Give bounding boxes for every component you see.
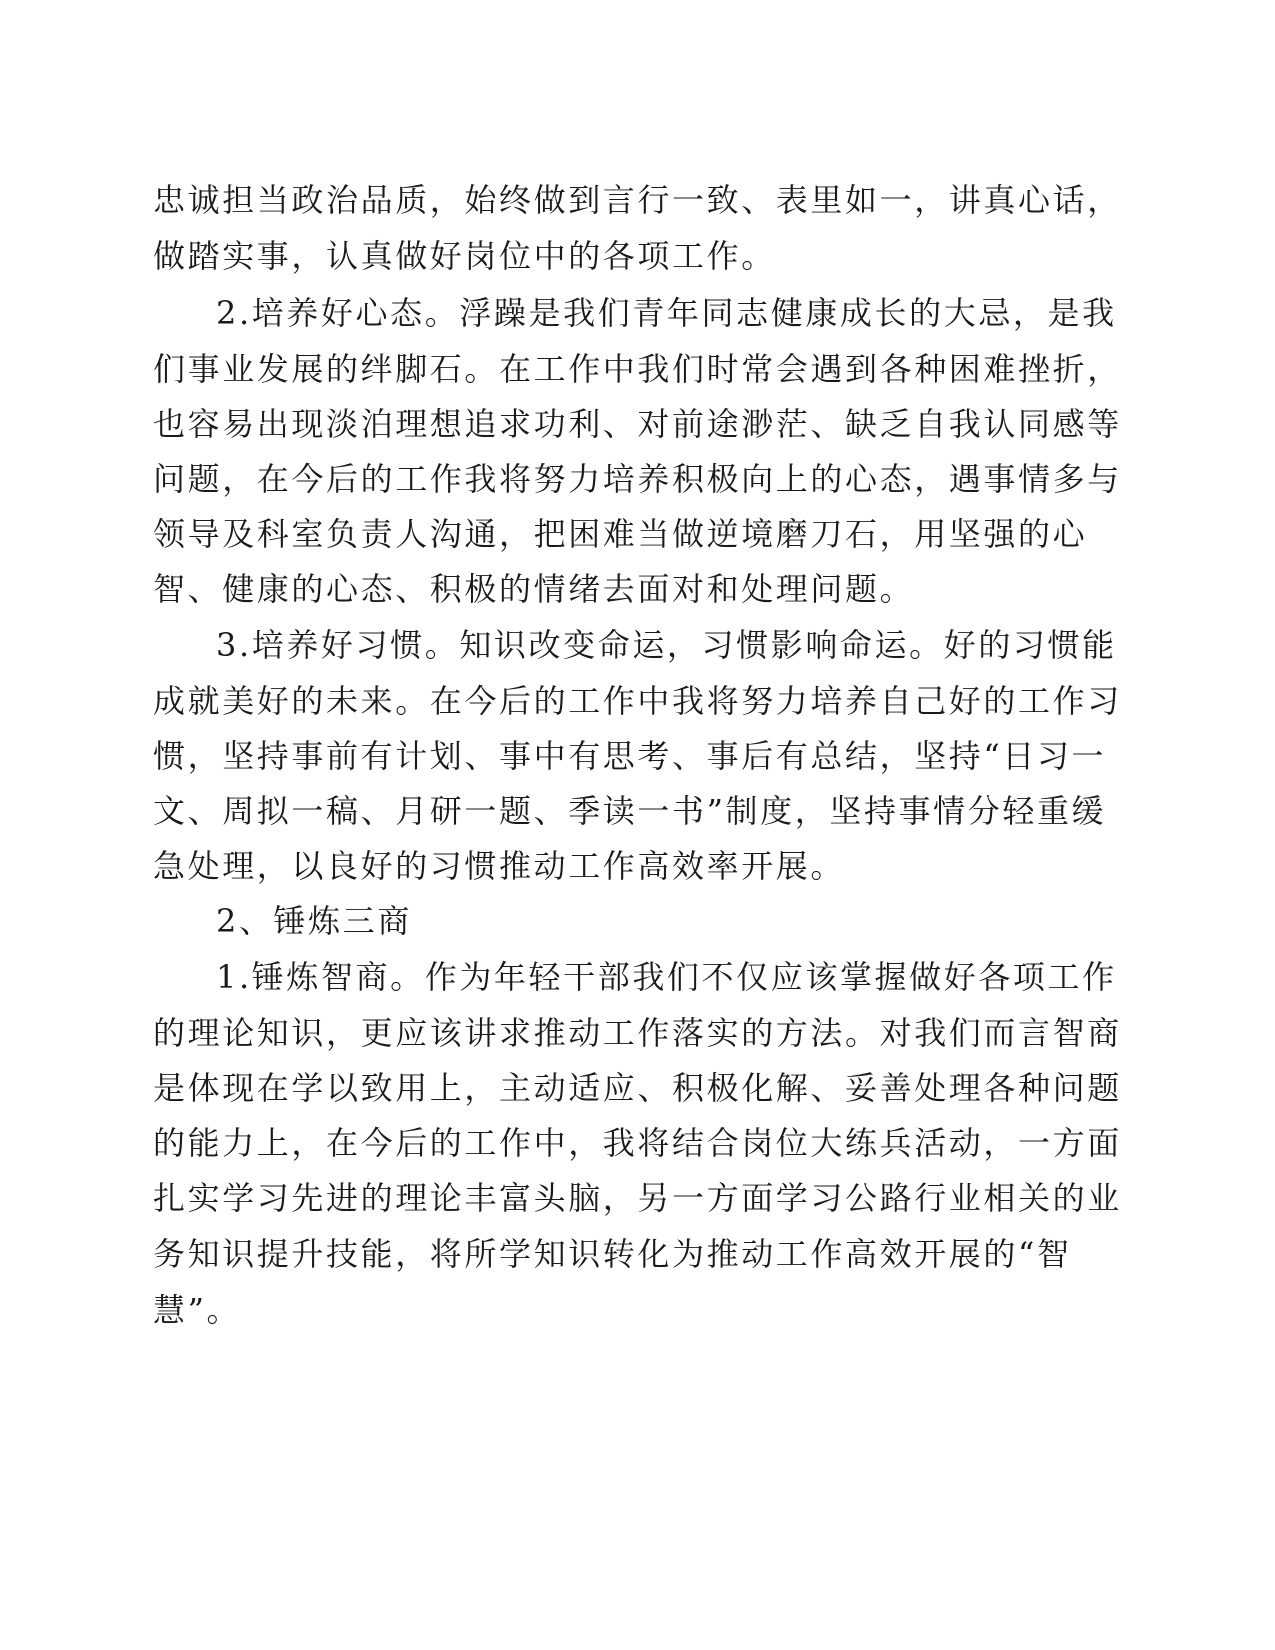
text-line: 扎实学习先进的理论丰富头脑，另一方面学习公路行业相关的业 [153,1179,1122,1217]
text-line: 是体现在学以致用上，主动适应、积极化解、妥善处理各种问题 [153,1069,1122,1107]
text-line: 忠诚担当政治品质，始终做到言行一致、表里如一，讲真心话， [153,181,1122,219]
text-line: 成就美好的未来。在今后的工作中我将努力培养自己好的工作习 [153,682,1122,720]
text-line: 惯，坚持事前有计划、事中有思考、事后有总结，坚持“日习一 [153,737,1107,775]
text-line: 也容易出现淡泊理想追求功利、对前途渺茫、缺乏自我认同感等 [153,405,1122,443]
text-line: 急处理，以良好的习惯推动工作高效率开展。 [153,847,846,885]
text-line: 们事业发展的绊脚石。在工作中我们时常会遇到各种困难挫折， [153,350,1122,388]
text-line: 领导及科室负责人沟通，把困难当做逆境磨刀石，用坚强的心 [153,515,1088,553]
text-line: 务知识提升技能，将所学知识转化为推动工作高效开展的“智 [153,1235,1072,1273]
paragraph-heading-line: 1.锤炼智商。作为年轻干部我们不仅应该掌握做好各项工作 [216,958,1117,996]
text-line: 慧”。 [153,1291,242,1329]
text-line: 文、周拟一稿、月研一题、季读一书”制度，坚持事情分轻重缓 [153,792,1107,830]
paragraph-heading-line: 3.培养好习惯。知识改变命运，习惯影响命运。好的习惯能 [216,626,1117,664]
text-line: 的理论知识，更应该讲求推动工作落实的方法。对我们而言智商 [153,1014,1122,1052]
section-heading: 2、锤炼三商 [216,902,412,940]
text-line: 智、健康的心态、积极的情绪去面对和处理问题。 [153,570,915,608]
text-line: 问题，在今后的工作我将努力培养积极向上的心态，遇事情多与 [153,460,1122,498]
text-line: 的能力上，在今后的工作中，我将结合岗位大练兵活动，一方面 [153,1124,1122,1162]
text-line: 做踏实事，认真做好岗位中的各项工作。 [153,237,776,275]
paragraph-heading-line: 2.培养好心态。浮躁是我们青年同志健康成长的大忌，是我 [216,294,1117,332]
